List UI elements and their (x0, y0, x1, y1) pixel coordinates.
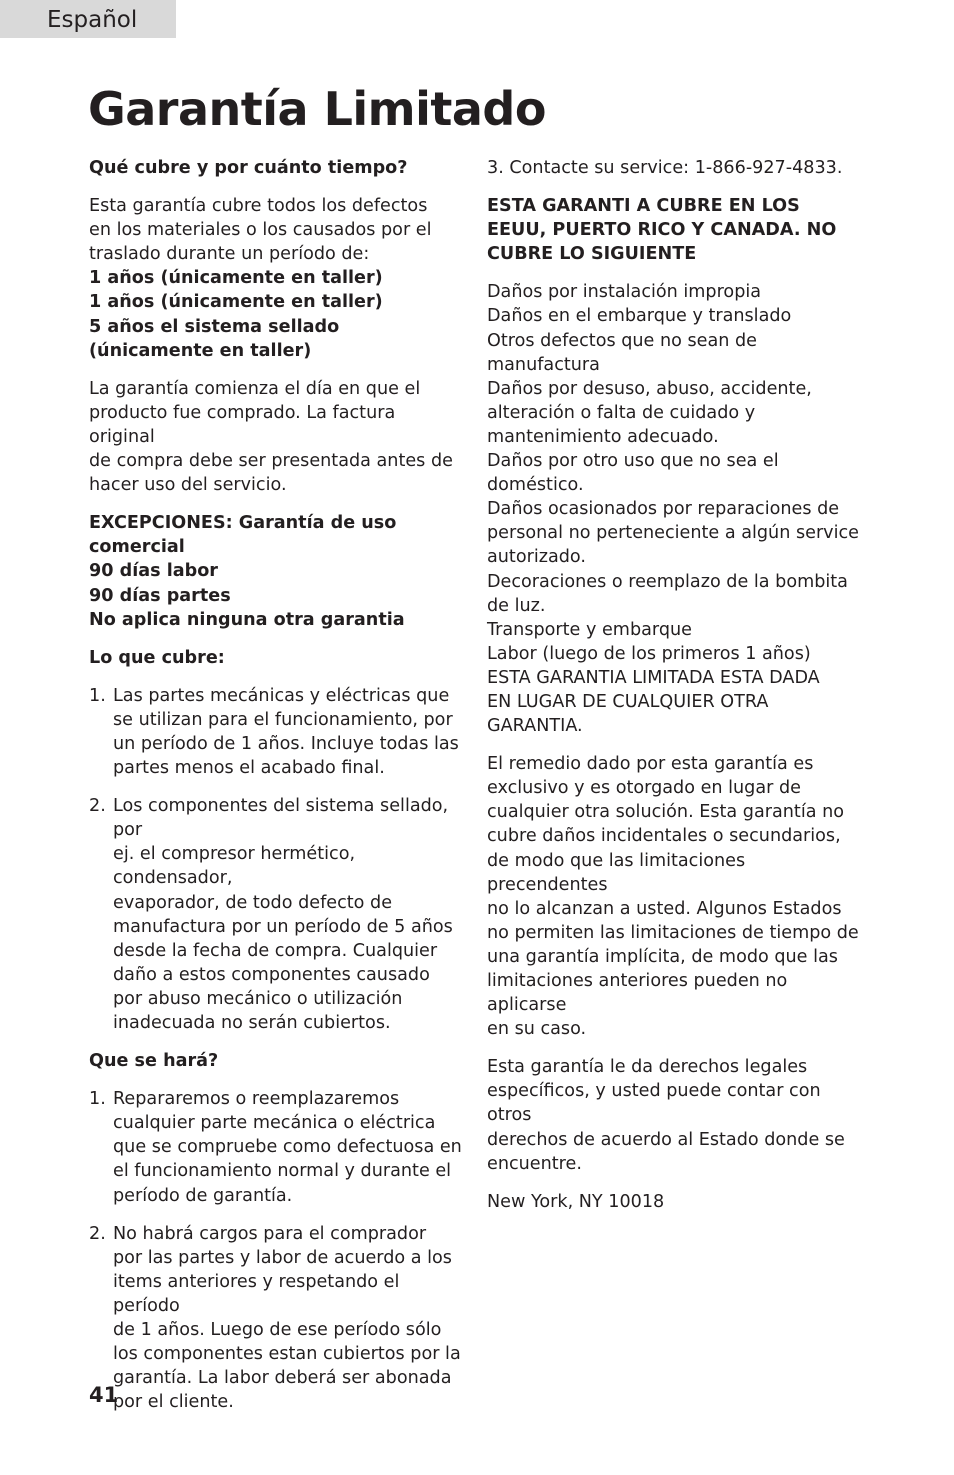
exclusion-line: Daños por otro uso que no sea el (487, 451, 779, 472)
list-line: Repararemos o reemplazaremos (113, 1089, 400, 1110)
list-line: de 1 años. Luego de ese período sólo (113, 1320, 442, 1341)
contact-line: 3. Contacte su service: 1-866-927-4833. (487, 158, 843, 178)
list-number: 1. (89, 685, 106, 706)
what-will-be-done-heading: Que se hará? (89, 1051, 219, 1072)
paragraph-line: derechos de acuerdo al Estado donde se (487, 1129, 845, 1150)
paragraph-line: de modo que las limitaciones precendentes (487, 850, 746, 895)
list-line: items anteriores y respetando el período (113, 1271, 400, 1316)
list-line: un período de 1 años. Incluye todas las (113, 733, 459, 754)
exclusion-line: Labor (luego de los primeros 1 años) (487, 643, 811, 664)
coverage-term: (únicamente en taller) (89, 340, 312, 361)
paragraph-line: exclusivo y es otorgado en lugar de (487, 778, 801, 799)
paragraph-line: una garantía implícita, de modo que las (487, 946, 838, 967)
not-covered-heading (487, 194, 867, 266)
paragraph-line: no permiten las limitaciones de tiempo de (487, 922, 859, 943)
page-title: Garantía Limitado (88, 82, 546, 136)
coverage-section (89, 194, 465, 363)
list-number: 1. (89, 1089, 106, 1110)
address: New York, NY 10018 (487, 1191, 665, 1212)
exclusion-line: personal no perteneciente a algún service (487, 523, 859, 544)
list-line: los componentes estan cubiertos por la (113, 1344, 461, 1365)
exception-line: 90 días partes (89, 585, 231, 606)
coverage-heading: Qué cubre y por cuánto tiempo? (89, 158, 408, 178)
paragraph-line: limitaciones anteriores pueden no aplicarse (487, 971, 788, 1016)
list-line: partes menos el acabado final. (113, 758, 385, 779)
coverage-term: 1 años (únicamente en taller) (89, 268, 383, 289)
exclusion-line: GARANTIA. (487, 716, 583, 737)
list-item (89, 1222, 465, 1415)
paragraph-line: Esta garantía le da derechos legales (487, 1057, 808, 1078)
heading-line: ESTA GARANTI A CUBRE EN LOS (487, 196, 800, 217)
paragraph-line: específicos, y usted puede contar con otros (487, 1081, 821, 1126)
exclusion-line: alteración o falta de cuidado y (487, 402, 756, 423)
exclusion-line: Transporte y embarque (487, 619, 692, 640)
exclusion-line: Daños por instalación impropia (487, 282, 762, 303)
language-tab: Español (0, 0, 176, 38)
exclusion-line: de luz. (487, 595, 546, 616)
exclusion-line: ESTA GARANTIA LIMITADA ESTA DADA (487, 667, 820, 688)
exclusion-line: autorizado. (487, 547, 586, 568)
list-line: garantía. La labor deberá ser abonada (113, 1368, 452, 1389)
list-line: período de garantía. (113, 1185, 293, 1206)
list-item (89, 684, 465, 780)
list-line: daño a estos componentes causado (113, 964, 430, 985)
not-covered-list (487, 280, 867, 738)
intro-line: en los materiales o los causados por el (89, 220, 432, 241)
list-line: Las partes mecánicas y eléctricas que (113, 685, 450, 706)
paragraph-line: La garantía comienza el día en que el (89, 378, 421, 399)
list-line: que se compruebe como defectuosa en (113, 1137, 462, 1158)
list-line: evaporador, de todo defecto de (113, 892, 393, 913)
list-line: desde la fecha de compra. Cualquier (113, 940, 438, 961)
exception-line: EXCEPCIONES: Garantía de uso (89, 513, 397, 534)
right-column (487, 156, 867, 1228)
exclusion-line: Daños en el embarque y translado (487, 306, 792, 327)
paragraph-line: cualquier otra solución. Esta garantía no (487, 802, 844, 823)
what-is-covered-heading: Lo que cubre: (89, 647, 225, 668)
paragraph-line: no lo alcanzan a usted. Algunos Estados (487, 898, 842, 919)
exceptions-block (89, 511, 465, 631)
warranty-start-paragraph (89, 377, 465, 497)
covered-items-list (89, 684, 465, 1035)
legal-rights-paragraph (487, 1055, 867, 1175)
list-line: inadecuada no serán cubiertos. (113, 1013, 391, 1033)
list-number: 2. (89, 1223, 106, 1244)
exclusion-line: Daños ocasionados por reparaciones de (487, 499, 840, 520)
paragraph-line: producto fue comprado. La factura original (89, 402, 396, 447)
exclusion-line: doméstico. (487, 475, 584, 496)
exception-line: comercial (89, 537, 185, 558)
paragraph-line: encuentre. (487, 1153, 582, 1174)
intro-line: Esta garantía cubre todos los defectos (89, 196, 428, 217)
exception-line: 90 días labor (89, 561, 218, 582)
list-line: cualquier parte mecánica o eléctrica (113, 1113, 436, 1134)
actions-list (89, 1087, 465, 1414)
list-item (89, 794, 465, 1035)
paragraph-line: El remedio dado por esta garantía es (487, 754, 814, 775)
paragraph-line: hacer uso del servicio. (89, 475, 287, 496)
list-line: por el cliente. (113, 1392, 234, 1413)
list-line: se utilizan para el funcionamiento, por (113, 709, 453, 730)
list-item (89, 1087, 465, 1207)
exception-line: No aplica ninguna otra garantia (89, 609, 405, 630)
exclusion-line: mantenimiento adecuado. (487, 426, 719, 447)
exclusion-line: Otros defectos que no sean de manufactura (487, 330, 757, 375)
page-number: 41 (89, 1383, 119, 1407)
list-line: por las partes y labor de acuerdo a los (113, 1247, 452, 1268)
list-line: por abuso mecánico o utilización (113, 988, 403, 1009)
coverage-term: 5 años el sistema sellado (89, 316, 340, 337)
paragraph-line: de compra debe ser presentada antes de (89, 451, 453, 472)
coverage-term: 1 años (únicamente en taller) (89, 292, 383, 313)
paragraph-line: en su caso. (487, 1019, 587, 1040)
list-line: el funcionamiento normal y durante el (113, 1161, 452, 1182)
list-line: No habrá cargos para el comprador (113, 1223, 427, 1244)
list-line: ej. el compresor hermético, condensador, (113, 844, 356, 889)
list-line: manufactura por un período de 5 años (113, 916, 453, 937)
remedy-paragraph (487, 752, 867, 1041)
heading-line: CUBRE LO SIGUIENTE (487, 244, 697, 265)
heading-line: EEUU, PUERTO RICO Y CANADA. NO (487, 220, 837, 241)
intro-line: traslado durante un período de: (89, 244, 370, 265)
list-number: 2. (89, 796, 106, 817)
left-column (89, 156, 465, 1428)
list-line: Los componentes del sistema sellado, por (113, 796, 449, 841)
exclusion-line: EN LUGAR DE CUALQUIER OTRA (487, 691, 769, 712)
exclusion-line: Decoraciones o reemplazo de la bombita (487, 571, 848, 592)
exclusion-line: Daños por desuso, abuso, accidente, (487, 378, 812, 399)
paragraph-line: cubre daños incidentales o secundarios, (487, 826, 841, 847)
